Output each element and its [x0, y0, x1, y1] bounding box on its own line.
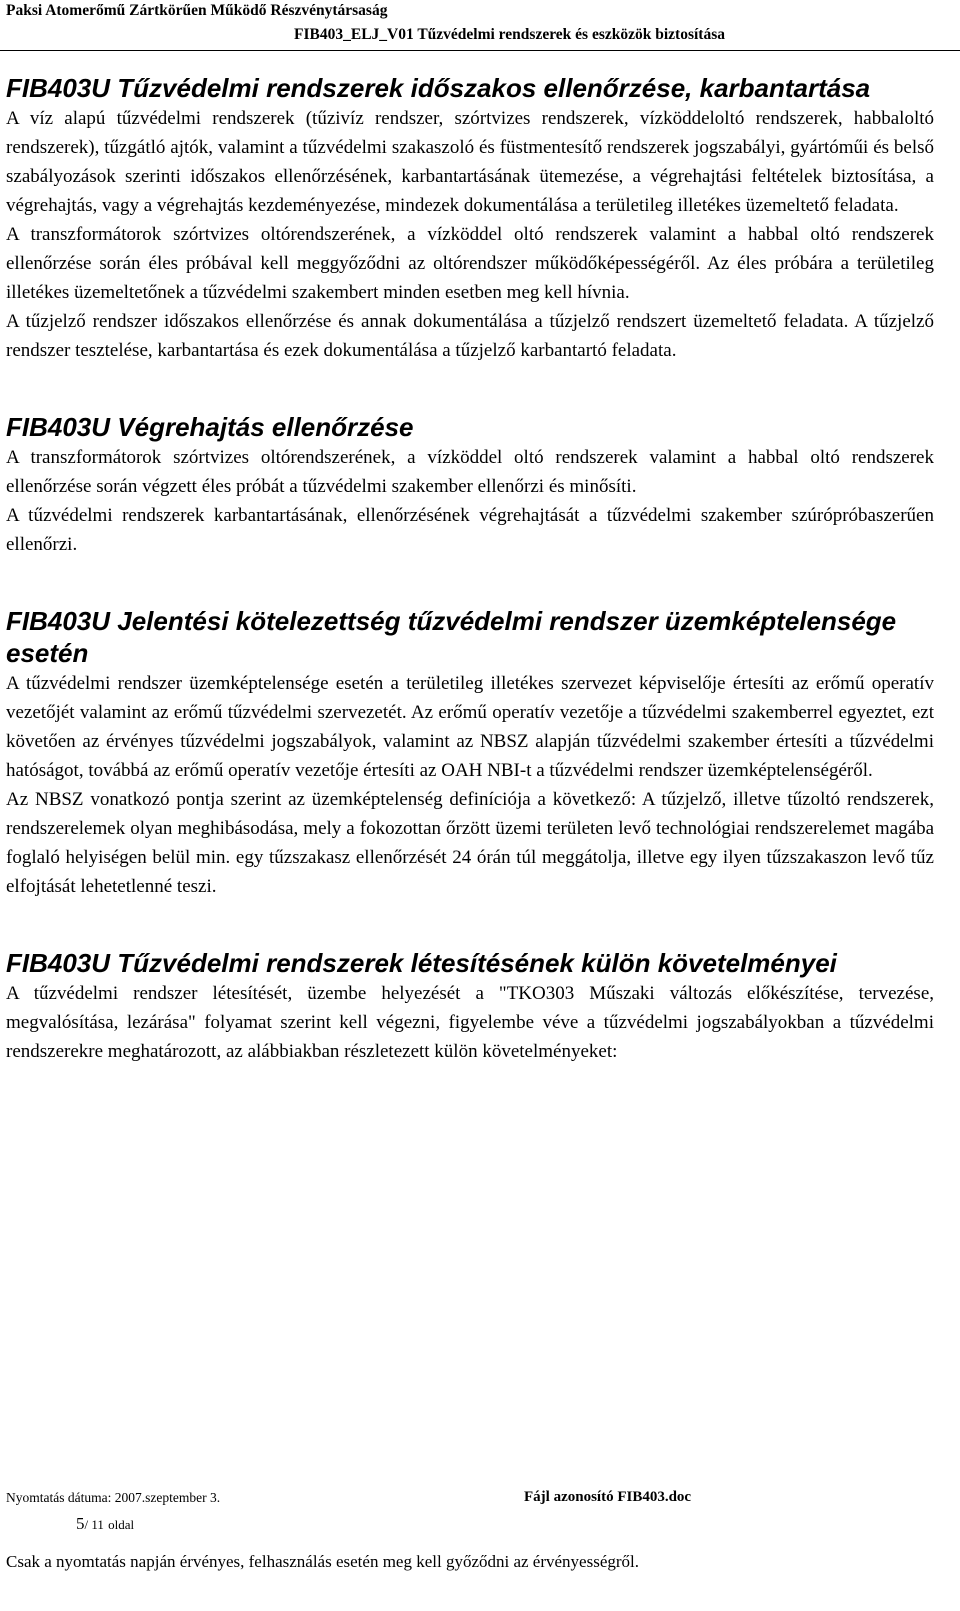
page-current: 5 [76, 1514, 85, 1533]
paragraph: A víz alapú tűzvédelmi rendszerek (tűzivíz rendszer, szórtvizes rendszerek, vízköddeloltó rendszerek, habbaloltó rendszerek), tűzgátló ajtók, valamint a tűzvédelmi szakaszoló és füstmentesítő rendszerek jogszabályi, gyártóműi és belső szabályozások szerinti időszakos ellenőrzésének, karbantartásának ütemezése, a végrehajtási feltételek biztosítása, a végrehajtás, vagy a végrehajtás kezdeményezése, mindezek dokumentálása a területileg illetékes üzemeltető feladata. [6, 108, 934, 216]
paragraph: A transzformátorok szórtvizes oltórendszerének, a vízköddel oltó rendszerek valamint a habbal oltó rendszerek ellenőrzése során éles próbával kell meggyőződni az oltórendszer működőképességéről. Az éles próbára a területileg illetékes üzemeltetőnek a tűzvédelmi szakembert minden esetben meg kell hívnia. [6, 224, 934, 303]
section-installation-requirements [6, 947, 934, 1066]
file-id: Fájl azonosító FIB403.doc [524, 1489, 692, 1505]
section-title: FIB403U Végrehajtás ellenőrzése [6, 412, 414, 442]
section-reporting-obligation [6, 605, 934, 901]
section-periodic-inspection [6, 72, 934, 365]
section-title: FIB403U Jelentési kötelezettség tűzvédelmi rendszer üzemképtelensége esetén [6, 606, 897, 668]
paragraph: A tűzvédelmi rendszerek karbantartásának, ellenőrzésének végrehajtását a tűzvédelmi szakember szúrópróbaszerűen ellenőrzi. [6, 505, 934, 555]
page-total: / 11 [84, 1517, 104, 1532]
section-execution-check [6, 411, 934, 559]
paragraph: Az NBSZ vonatkozó pontja szerint az üzemképtelenség definíciója a következő: A tűzjelző, illetve tűzoltó rendszerek, rendszerelemek olyan meghibásodása, mely a fokozottan őrzött üzemi területen levő technológiai rendszerelemet magába foglaló helyiségen belül min. egy tűzszakasz ellenőrzését 24 órán túl meggátolja, illetve egy ilyen tűzszakaszon levő tűz elfojtását lehetetlenné teszi. [6, 789, 934, 897]
paragraph: A transzformátorok szórtvizes oltórendszerének, a vízköddel oltó rendszerek valamint a habbal oltó rendszerek ellenőrzése során végzett éles próbát a tűzvédelmi szakember ellenőrzi és minősíti. [6, 447, 934, 497]
paragraph: A tűzjelző rendszer időszakos ellenőrzése és annak dokumentálása a tűzjelző rendszert üzemeltető feladata. A tűzjelző rendszer tesztelése, karbantartása és ezek dokumentálása a tűzjelző karbantartó feladata. [6, 311, 934, 361]
page-word: oldal [108, 1517, 135, 1532]
print-date: Nyomtatás dátuma: 2007.szeptember 3. [6, 1490, 221, 1505]
page-number [76, 1514, 134, 1534]
section-title: FIB403U Tűzvédelmi rendszerek időszakos ellenőrzése, karbantartása [6, 73, 871, 103]
document-body [6, 72, 934, 1066]
section-title: FIB403U Tűzvédelmi rendszerek létesítésének külön követelményei [6, 948, 837, 978]
paragraph: A tűzvédelmi rendszer üzemképtelensége esetén a területileg illetékes szervezet képviselője értesíti az erőmű operatív vezetőjét valamint az erőmű tűzvédelmi szervezetét. Az erőmű operatív vezetője a tűzvédelmi szakemberrel egyeztet, ezt követően az érvényes tűzvédelmi jogszabályok, valamint az NBSZ alapján tűzvédelmi szakember értesíti a tűzvédelmi hatóságot, továbbá az erőmű operatív vezetője értesíti az OAH NBI-t a tűzvédelmi rendszer üzemképtelenségéről. [6, 673, 934, 781]
header-company: Paksi Atomerőmű Zártkörűen Működő Részvénytársaság [6, 2, 388, 19]
header-doc-ref: FIB403_ELJ_V01 Tűzvédelmi rendszerek és eszközök biztosítása [294, 26, 725, 43]
header-divider [0, 50, 960, 51]
paragraph: A tűzvédelmi rendszer létesítését, üzembe helyezését a "TKO303 Műszaki változás előkészítése, tervezése, megvalósítása, lezárása" folyamat szerint kell végezni, figyelembe véve a tűzvédelmi jogszabályokban a tűzvédelmi rendszerekre meghatározott, az alábbiakban részletezett külön követelményeket: [6, 983, 934, 1062]
validity-note: Csak a nyomtatás napján érvényes, felhasználás esetén meg kell győződni az érvényességről. [6, 1552, 640, 1571]
